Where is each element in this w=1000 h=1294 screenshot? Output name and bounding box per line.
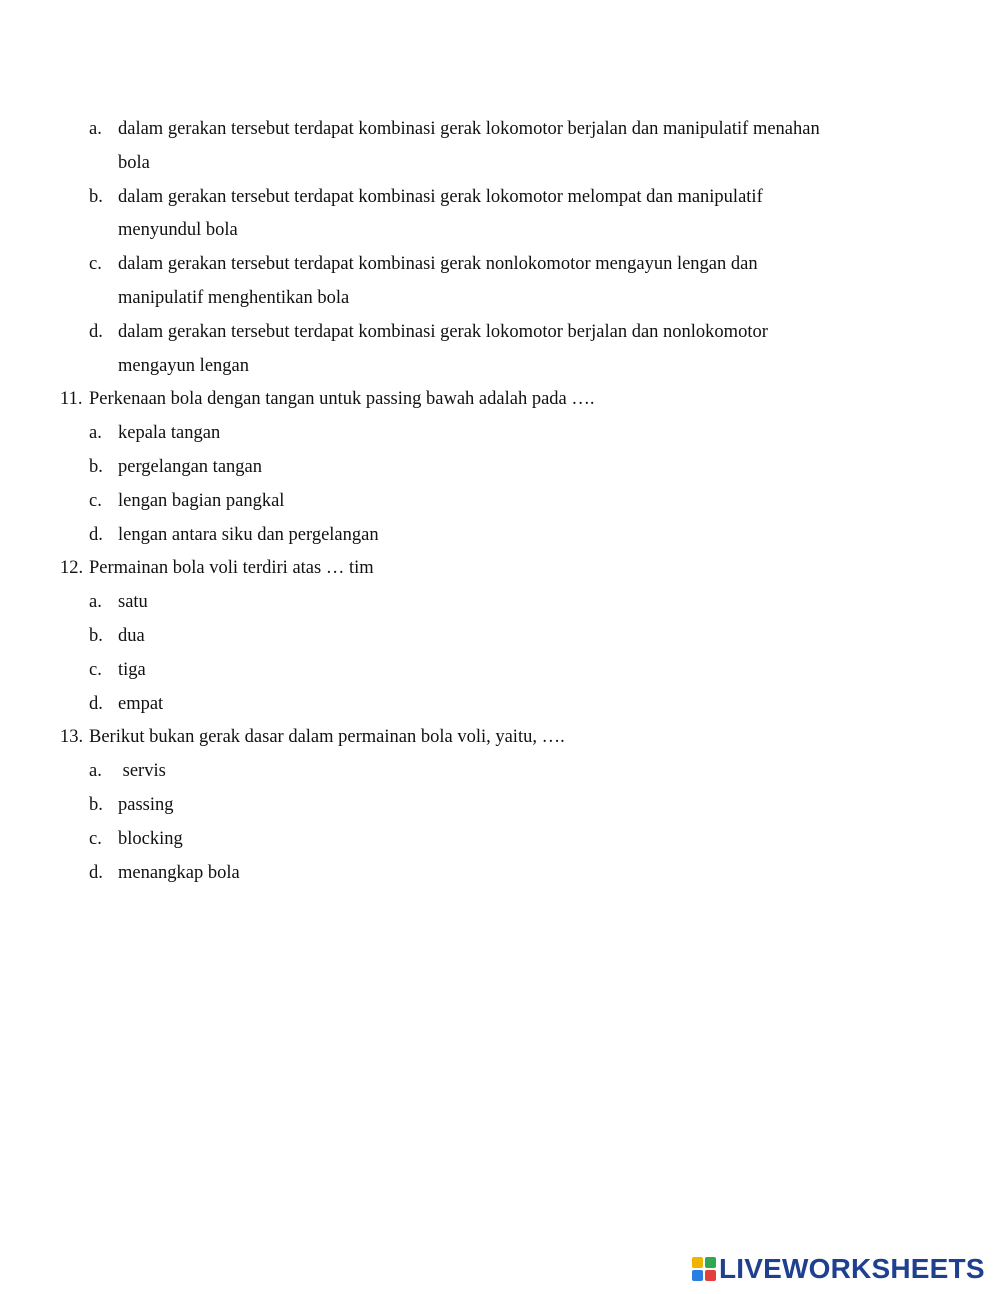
q12-option-b[interactable] — [0, 620, 1000, 654]
q11-option-c[interactable] — [0, 485, 1000, 519]
option-letter: c. — [89, 490, 102, 511]
liveworksheets-logo — [692, 1252, 985, 1286]
option-text: dua — [118, 625, 145, 646]
option-text: dalam gerakan tersebut terdapat kombinasi gerak nonlokomotor mengayun lengan dan — [118, 254, 758, 275]
q10-option-c — [0, 248, 1000, 282]
option-text: menangkap bola — [118, 862, 240, 883]
option-text: blocking — [118, 828, 183, 849]
logo-mark-icon — [692, 1257, 716, 1281]
question-12 — [0, 552, 1000, 586]
logo-text: LIVEWORKSHEETS — [719, 1253, 985, 1284]
option-letter: c. — [89, 254, 102, 275]
option-text: dalam gerakan tersebut terdapat kombinasi gerak lokomotor berjalan dan manipulatif menahan — [118, 119, 820, 139]
question-list — [0, 113, 1000, 890]
option-letter: a. — [89, 592, 102, 613]
question-number: 11. — [60, 389, 83, 410]
q11-option-d[interactable] — [0, 519, 1000, 553]
question-number: 12. — [60, 558, 84, 579]
logo-tile — [705, 1257, 716, 1268]
option-text-continued: bola — [118, 152, 150, 173]
option-text: pergelangan tangan — [118, 456, 262, 477]
option-text-continued: menyundul bola — [118, 220, 238, 241]
question-13 — [0, 721, 1000, 755]
question-number: 13. — [60, 727, 84, 748]
option-letter: c. — [89, 828, 102, 849]
option-letter: d. — [89, 862, 103, 883]
q13-option-d[interactable] — [0, 857, 1000, 891]
option-text: kepala tangan — [118, 423, 221, 444]
option-letter: a. — [89, 761, 102, 782]
option-text: passing — [118, 794, 174, 815]
q13-option-b[interactable] — [0, 789, 1000, 823]
option-text: dalam gerakan tersebut terdapat kombinasi gerak lokomotor melompat dan manipulatif — [118, 186, 763, 207]
option-text: lengan bagian pangkal — [118, 490, 285, 511]
q10-option-d-cont — [0, 350, 1000, 384]
q11-option-b[interactable] — [0, 451, 1000, 485]
option-letter: d. — [89, 693, 103, 714]
option-text: dalam gerakan tersebut terdapat kombinasi gerak lokomotor berjalan dan nonlokomotor — [118, 321, 768, 342]
option-letter: b. — [89, 456, 103, 477]
logo-tile — [705, 1270, 716, 1281]
option-text-continued: mengayun lengan — [118, 355, 249, 376]
option-letter: a. — [89, 119, 102, 139]
logo-tile — [692, 1257, 703, 1268]
q10-option-d — [0, 316, 1000, 350]
q12-option-d[interactable] — [0, 688, 1000, 722]
option-text: servis — [118, 761, 166, 782]
option-letter: b. — [89, 186, 103, 207]
option-letter: a. — [89, 423, 102, 444]
question-text: Permainan bola voli terdiri atas … tim — [89, 558, 374, 579]
question-11 — [0, 383, 1000, 417]
q11-option-a[interactable] — [0, 417, 1000, 451]
question-text: Perkenaan bola dengan tangan untuk passing bawah adalah pada …. — [89, 389, 595, 410]
logo-tile — [692, 1270, 703, 1281]
option-text: lengan antara siku dan pergelangan — [118, 524, 379, 545]
q10-option-b — [0, 181, 1000, 215]
q12-option-a[interactable] — [0, 586, 1000, 620]
option-letter: c. — [89, 659, 102, 680]
option-letter: d. — [89, 321, 103, 342]
q13-option-c[interactable] — [0, 823, 1000, 857]
q10-option-b-cont — [0, 214, 1000, 248]
option-text-continued: manipulatif menghentikan bola — [118, 287, 350, 308]
option-letter: b. — [89, 794, 103, 815]
q10-option-a — [0, 113, 1000, 147]
question-text: Berikut bukan gerak dasar dalam permainan bola voli, yaitu, …. — [89, 727, 565, 748]
option-text: empat — [118, 693, 164, 714]
option-text: satu — [118, 592, 148, 613]
q13-option-a[interactable] — [0, 755, 1000, 789]
option-letter: d. — [89, 524, 103, 545]
q12-option-c[interactable] — [0, 654, 1000, 688]
q10-option-c-cont — [0, 282, 1000, 316]
option-letter: b. — [89, 625, 103, 646]
option-text: tiga — [118, 659, 146, 680]
q10-option-a-cont — [0, 147, 1000, 181]
